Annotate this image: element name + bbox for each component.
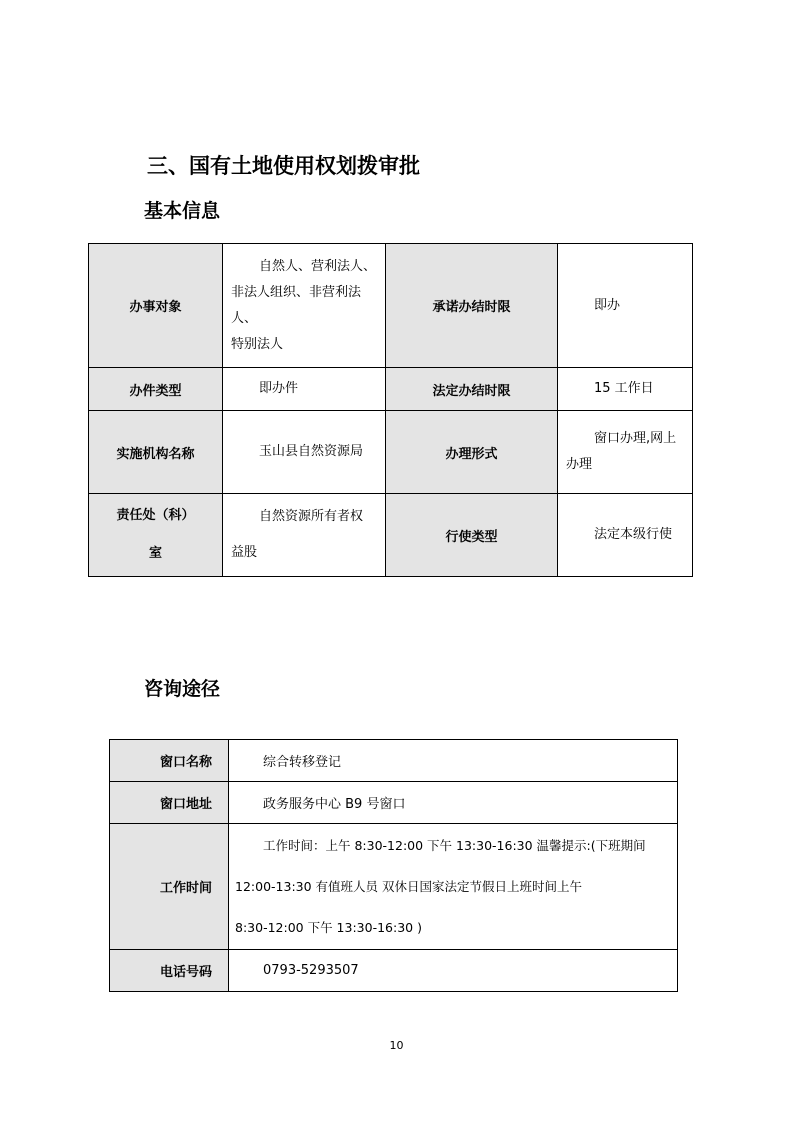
value-agency: 玉山县自然资源局 [223, 411, 386, 494]
value-legal-time: 15 工作日 [558, 368, 693, 411]
label-case-type: 办件类型 [89, 368, 223, 411]
table-row [89, 244, 693, 368]
value-service-object: 自然人、营利法人、 非法人组织、非营利法人、 特别法人 [223, 244, 386, 368]
value-responsible-office: 自然资源所有者权 益股 [223, 494, 386, 577]
value-window-name: 综合转移登记 [229, 740, 678, 782]
label-responsible-office: 责任处（科） 室 [89, 494, 223, 577]
label-agency: 实施机构名称 [89, 411, 223, 494]
label-phone: 电话号码 [110, 950, 229, 992]
basic-info-heading: 基本信息 [144, 200, 221, 222]
value-window-address: 政务服务中心 B9 号窗口 [229, 782, 678, 824]
consult-table [109, 739, 678, 992]
table-row [110, 782, 678, 824]
table-row [110, 740, 678, 782]
table-row [89, 368, 693, 411]
label-legal-time: 法定办结时限 [386, 368, 558, 411]
label-handling-form: 办理形式 [386, 411, 558, 494]
value-case-type: 即办件 [223, 368, 386, 411]
value-exercise-type: 法定本级行使 [558, 494, 693, 577]
value-working-hours: 工作时间：上午 8:30-12:00 下午 13:30-16:30 温馨提示:(下班期间 12:00-13:30 有值班人员 双休日国家法定节假日上班时间上午 8:30-12:00 下午 13:30-16:30 ) [229, 824, 678, 950]
table-row [89, 494, 693, 577]
value-promised-time: 即办 [558, 244, 693, 368]
label-exercise-type: 行使类型 [386, 494, 558, 577]
value-phone: 0793-5293507 [229, 950, 678, 992]
label-service-object: 办事对象 [89, 244, 223, 368]
label-working-hours: 工作时间 [110, 824, 229, 950]
table-row [110, 824, 678, 950]
table-row [89, 411, 693, 494]
basic-info-table [88, 243, 693, 577]
page-number: 10 [389, 1039, 404, 1052]
label-window-address: 窗口地址 [110, 782, 229, 824]
table-row [110, 950, 678, 992]
label-window-name: 窗口名称 [110, 740, 229, 782]
section-title: 三、国有土地使用权划拨审批 [147, 154, 420, 178]
label-promised-time: 承诺办结时限 [386, 244, 558, 368]
consult-heading: 咨询途径 [144, 678, 221, 700]
value-handling-form: 窗口办理,网上 办理 [558, 411, 693, 494]
